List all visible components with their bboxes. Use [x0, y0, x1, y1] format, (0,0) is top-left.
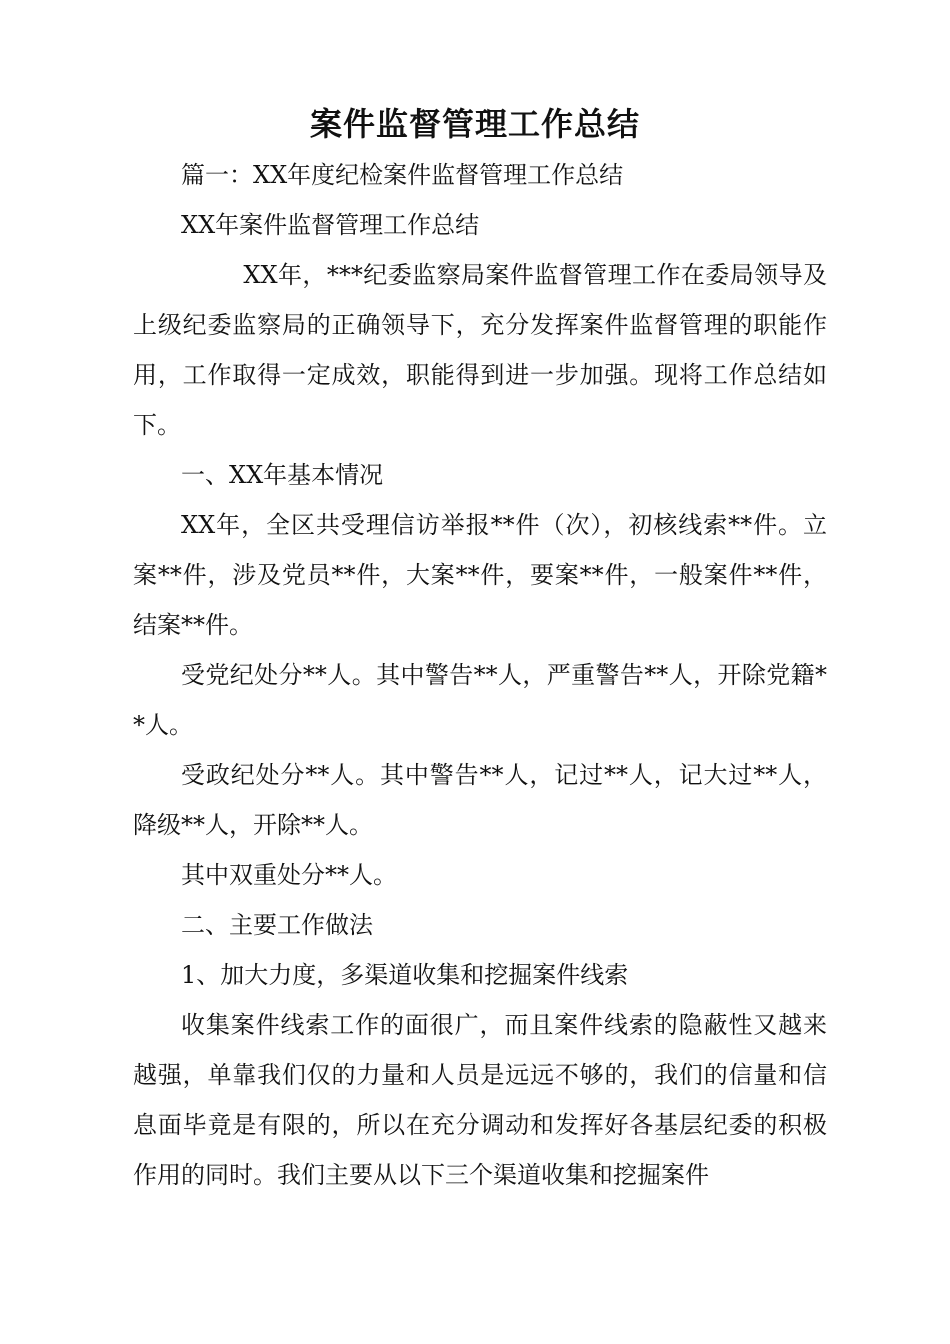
section-heading-basic-situation: 一、XX年基本情况: [181, 461, 384, 489]
paragraph-party-discipline: 受党纪处分**人。其中警告**人，严重警告**人，开除党籍**人。: [133, 661, 827, 739]
document-body: [133, 150, 827, 1200]
paragraph-subtitle: XX年案件监督管理工作总结: [181, 211, 480, 239]
paragraph-case-statistics: XX年，全区共受理信访举报**件（次），初核线索**件。立案**件，涉及党员**件，大案**件，要案**件，一般案件**件，结案**件。: [133, 511, 827, 639]
subsection-heading-collect-clues: 1、加大力度，多渠道收集和挖掘案件线索: [181, 961, 629, 989]
document-title: 案件监督管理工作总结: [309, 105, 640, 143]
paragraph-collect-clues: 收集案件线索工作的面很广，而且案件线索的隐蔽性又越来越强，单靠我们仅的力量和人员是远远不够的，我们的信量和信息面毕竟是有限的，所以在充分调动和发挥好各基层纪委的积极作用的同时。我们主要从以下三个渠道收集和挖掘案件: [133, 1011, 827, 1189]
paragraph-article-heading: 篇一：XX年度纪检案件监督管理工作总结: [181, 161, 624, 189]
section-heading-main-practices: 二、主要工作做法: [181, 911, 373, 939]
paragraph-administrative-discipline: 受政纪处分**人。其中警告**人，记过**人，记大过**人，降级**人，开除**人。: [133, 761, 827, 839]
paragraph-intro: XX年，***纪委监察局案件监督管理工作在委局领导及上级纪委监察局的正确领导下，充分发挥案件监督管理的职能作用，工作取得一定成效，职能得到进一步加强。现将工作总结如下。: [133, 261, 827, 439]
paragraph-double-punishment: 其中双重处分**人。: [181, 861, 397, 889]
